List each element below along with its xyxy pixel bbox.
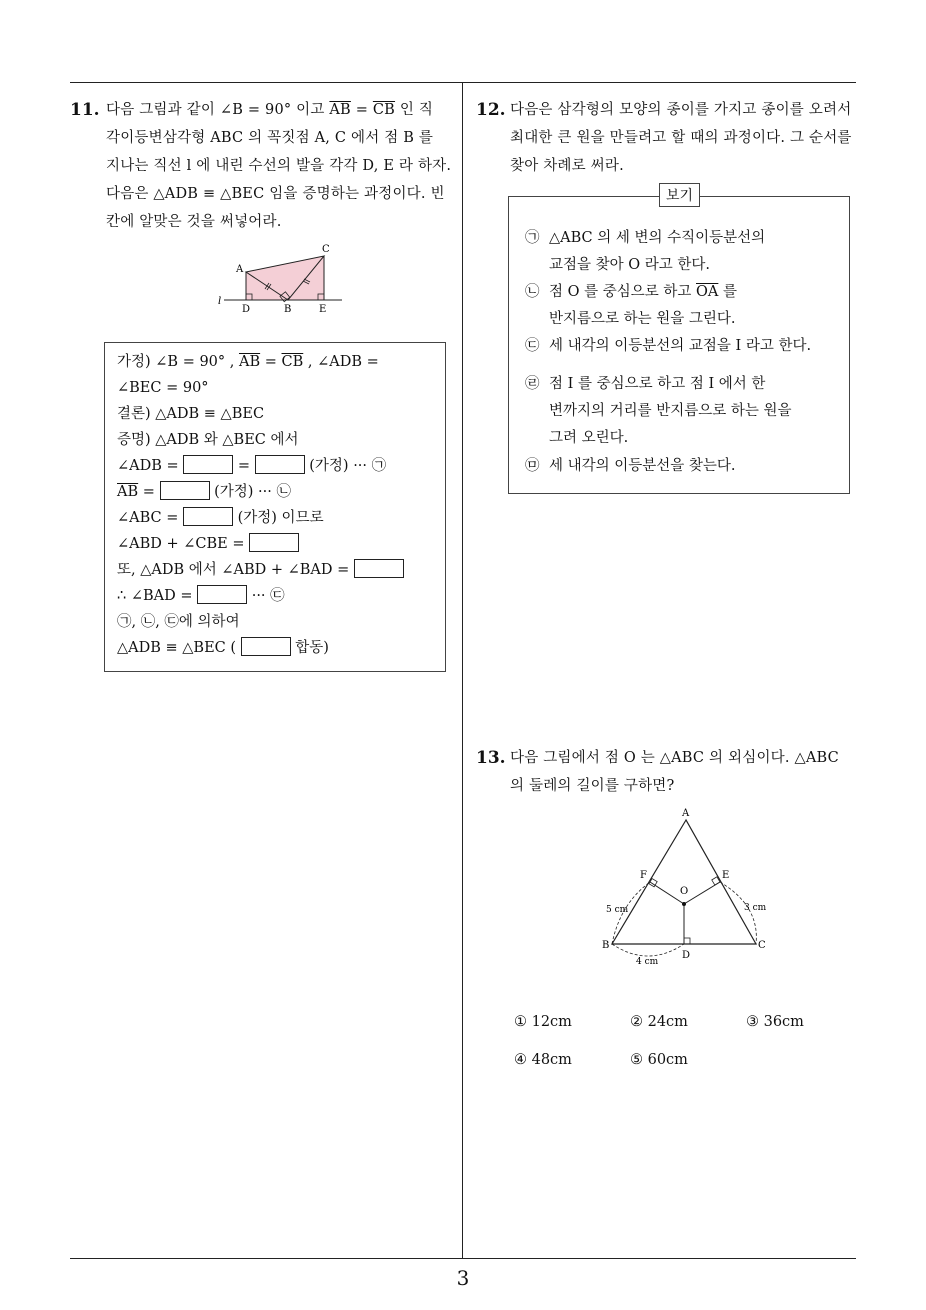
text-line: 각이등변삼각형 ABC 의 꼭짓점 A, C 에서 점 B 를 xyxy=(106,130,434,146)
blank-6[interactable] xyxy=(197,585,247,604)
proof-text: 또, △ADB 에서 ∠ABD + ∠BAD = xyxy=(117,562,350,578)
proof-given-2: ∠BEC = 90° xyxy=(117,380,209,396)
length-left: 5 cm xyxy=(606,905,629,915)
bottom-rule xyxy=(70,1258,856,1259)
text-line: 칸에 알맞은 것을 써넣어라. xyxy=(106,214,282,230)
proof-conclusion: 결론) △ADB ≡ △BEC xyxy=(117,406,265,422)
label-F: F xyxy=(640,870,647,881)
item-text: 변까지의 거리를 반지름으로 하는 원을 xyxy=(549,403,792,419)
bogi-item-2 xyxy=(525,279,737,333)
proof-line-6 xyxy=(117,585,285,607)
question-text xyxy=(106,96,458,236)
label-B: B xyxy=(284,304,292,315)
bogi-box xyxy=(508,188,850,494)
text-line: 다음 그림에서 점 O 는 △ABC 의 외심이다. △ABC xyxy=(510,750,839,766)
proof-text: (가정) ··· ㉡ xyxy=(214,484,291,500)
proof-line-7: ㉠, ㉡, ㉢에 의하여 xyxy=(117,614,240,630)
question-number: 13. xyxy=(476,748,506,768)
column-divider xyxy=(462,82,463,1259)
item-mark: ㉢ xyxy=(525,338,540,354)
proof-line-3 xyxy=(117,507,324,529)
item-text: 세 내각의 이등분선의 교점을 I 라고 한다. xyxy=(549,338,812,354)
proof-head: 증명) △ADB 와 △BEC 에서 xyxy=(117,432,299,448)
item-text: 세 내각의 이등분선을 찾는다. xyxy=(549,458,736,474)
proof-given-1: 가정) ∠B = 90° , $\overline{AB} = \overline{CB}$ , ∠ADB = xyxy=(117,354,379,370)
question-11 xyxy=(70,100,460,680)
item-mark: ㉤ xyxy=(525,458,540,474)
blank-2[interactable] xyxy=(160,481,210,500)
blank-3[interactable] xyxy=(183,507,233,526)
text-line: 최대한 큰 원을 만들려고 할 때의 과정이다. 그 순서를 xyxy=(510,130,852,146)
label-A: A xyxy=(682,808,690,819)
page-number: 3 xyxy=(456,1266,470,1290)
question-number: 12. xyxy=(476,100,506,120)
choice-4[interactable]: ④ 48cm xyxy=(514,1052,572,1068)
bogi-item-1 xyxy=(525,225,765,279)
label-B: B xyxy=(602,940,610,951)
proof-line-1 xyxy=(117,455,386,477)
item-text: 점 I 를 중심으로 하고 점 I 에서 한 xyxy=(549,376,766,392)
item-text: △ABC 의 세 변의 수직이등분선의 xyxy=(549,230,766,246)
proof-box xyxy=(104,342,446,672)
length-right: 3 cm xyxy=(744,903,767,913)
question-text xyxy=(510,744,860,800)
label-O: O xyxy=(680,886,689,897)
choice-3[interactable]: ③ 36cm xyxy=(746,1014,804,1030)
label-E: E xyxy=(319,304,327,315)
proof-line-2 xyxy=(117,481,291,503)
item-text: 점 O 를 중심으로 하고 $\overline{OA}$ 를 xyxy=(549,284,737,300)
right-isosceles-triangle-figure xyxy=(218,242,358,322)
top-rule xyxy=(70,82,856,83)
proof-text: ∠ABD + ∠CBE = xyxy=(117,536,245,552)
label-E: E xyxy=(722,870,730,881)
blank-1a[interactable] xyxy=(183,455,233,474)
blank-4[interactable] xyxy=(249,533,299,552)
text-line: 찾아 차례로 써라. xyxy=(510,158,624,174)
proof-text: ∠ADB = xyxy=(117,458,179,474)
proof-line-4 xyxy=(117,533,299,555)
question-text xyxy=(510,96,860,180)
question-13 xyxy=(476,748,866,1078)
text-line: 지나는 직선 l 에 내린 수선의 발을 각각 D, E 라 하자. xyxy=(106,158,452,174)
proof-text: = xyxy=(237,458,251,474)
proof-text: 합동) xyxy=(295,640,329,656)
item-text: 교점을 찾아 O 라고 한다. xyxy=(549,257,710,273)
item-mark: ㉡ xyxy=(525,284,540,300)
bogi-item-3 xyxy=(525,333,811,360)
label-l: l xyxy=(218,296,222,307)
bogi-item-5 xyxy=(525,453,736,480)
question-number: 11. xyxy=(70,100,100,120)
label-D: D xyxy=(242,304,251,315)
question-12 xyxy=(476,100,866,500)
blank-8[interactable] xyxy=(241,637,291,656)
text-line: 다음 그림과 같이 ∠B = 90° 이고 $\overline{AB} = \overline{CB}$ 인 직 xyxy=(106,102,434,118)
label-C: C xyxy=(758,940,766,951)
blank-5[interactable] xyxy=(354,559,404,578)
label-C: C xyxy=(322,244,330,255)
proof-text: (가정) ··· ㉠ xyxy=(309,458,387,474)
label-D: D xyxy=(682,950,691,961)
text-line: 의 둘레의 길이를 구하면? xyxy=(510,778,675,794)
proof-line-5 xyxy=(117,559,404,581)
bogi-item-4 xyxy=(525,371,792,452)
length-bottom: 4 cm xyxy=(636,957,659,966)
item-mark: ㉣ xyxy=(525,376,540,392)
choice-1[interactable]: ① 12cm xyxy=(514,1014,572,1030)
blank-1b[interactable] xyxy=(255,455,305,474)
proof-line-8 xyxy=(117,637,329,659)
choice-2[interactable]: ② 24cm xyxy=(630,1014,688,1030)
item-text: 반지름으로 하는 원을 그린다. xyxy=(549,311,736,327)
label-A: A xyxy=(236,264,244,275)
bogi-title: 보기 xyxy=(659,183,700,207)
text-line: 다음은 △ADB ≡ △BEC 임을 증명하는 과정이다. 빈 xyxy=(106,186,445,202)
item-text: 그려 오린다. xyxy=(549,430,629,446)
proof-text: ∠ABC = xyxy=(117,510,179,526)
choice-5[interactable]: ⑤ 60cm xyxy=(630,1052,688,1068)
text-line: 다음은 삼각형의 모양의 종이를 가지고 종이를 오려서 xyxy=(510,102,852,118)
proof-text: ∴ ∠BAD = xyxy=(117,588,193,604)
item-mark: ㉠ xyxy=(525,230,540,246)
proof-text: $\overline{AB}$ = xyxy=(117,484,155,500)
circumcenter-triangle-figure xyxy=(598,806,778,966)
proof-text: ··· ㉢ xyxy=(251,588,285,604)
proof-text: (가정) 이므로 xyxy=(237,510,324,526)
proof-text: △ADB ≡ △BEC ( xyxy=(117,640,237,656)
